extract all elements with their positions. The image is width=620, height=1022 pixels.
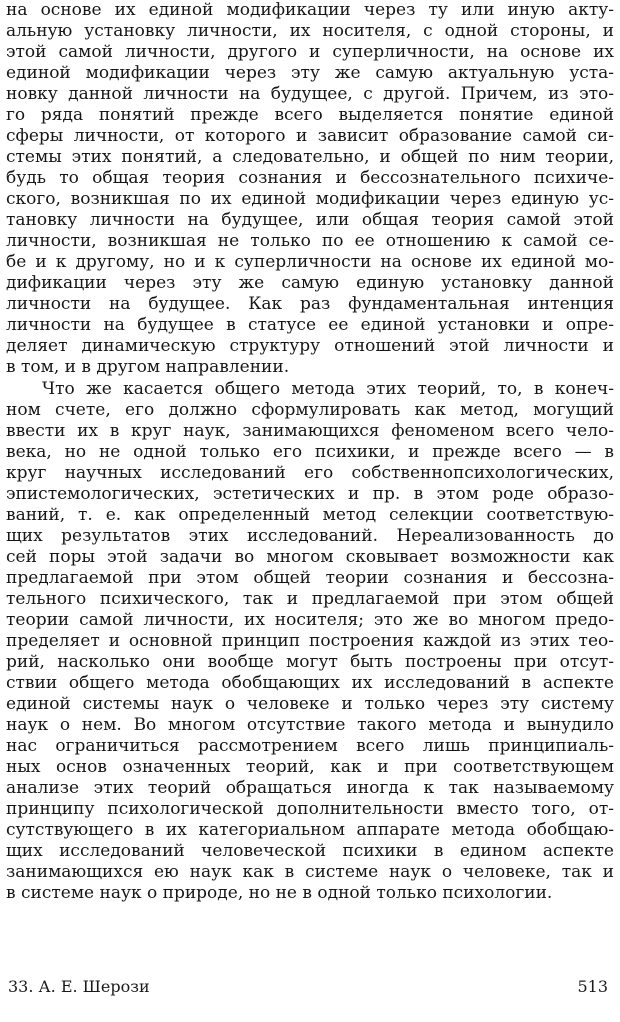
text-line: пределяет и основной принцип построения каждой из этих тео- (6, 631, 614, 651)
text-line: ствии общего метода обобщающих их исследований в аспекте (6, 673, 614, 693)
text-line: щих исследований человеческой психики в едином аспекте (6, 841, 614, 861)
text-line: ном счете, его должно сформулировать как метод, могущий (6, 400, 614, 420)
text-line: щих результатов этих исследований. Нереализованность до (6, 526, 614, 546)
printer-signature: 33. А. Е. Шерози (8, 977, 150, 996)
text-line: ввести их в круг наук, занимающихся феноменом всего чело- (6, 421, 614, 441)
text-line: эпистемологических, эстетических и пр. в этом роде образо- (6, 484, 614, 504)
text-line: сутствующего в их категориальном аппарате метода обобщаю- (6, 820, 614, 840)
text-line: в том, и в другом направлении. (6, 357, 290, 377)
text-line: круг научных исследований его собственнопсихологических, (6, 463, 614, 483)
text-line: наук о нем. Во многом отсутствие такого метода и вынудило (6, 715, 614, 735)
text-line: ского, возникшая по их единой модификации через единую ус- (6, 189, 614, 209)
text-line: этой самой личности, другого и суперличности, на основе их (6, 42, 614, 62)
paragraph-first-line: Что же касается общего метода этих теорий, то, в конеч- (42, 379, 614, 399)
text-line: будь то общая теория сознания и бессознательного психиче- (6, 168, 614, 188)
text-line: тельного психического, так и предлагаемой при этом общей (6, 589, 614, 609)
text-line: бе и к другому, но и к суперличности на основе их единой мо- (6, 252, 614, 272)
text-line: нас ограничиться рассмотрением всего лишь принципиаль- (6, 736, 614, 756)
text-line: века, но не одной только его психики, и прежде всего — в (6, 442, 614, 462)
text-line: новку данной личности на будущее, с другой. Причем, из это- (6, 84, 614, 104)
text-line: сферы личности, от которого и зависит образование самой си- (6, 126, 614, 146)
text-line: предлагаемой при этом общей теории сознания и бессозна- (6, 568, 614, 588)
text-line: теории самой личности, их носителя; это же во многом предо- (6, 610, 614, 630)
text-line: альную установку личности, их носителя, с одной стороны, и (6, 21, 614, 41)
text-line: стемы этих понятий, а следовательно, и общей по ним теории, (6, 147, 614, 167)
text-line: занимающихся ею наук как в системе наук о человеке, так и (6, 862, 614, 882)
text-line: принципу психологической дополнительности вместо того, от- (6, 799, 614, 819)
text-line: анализе этих теорий обращаться иногда к так называемому (6, 778, 614, 798)
text-line: сей поры этой задачи во многом сковывает возможности как (6, 547, 614, 567)
page-number: 513 (577, 977, 608, 996)
text-line: деляет динамическую структуру отношений этой личности и (6, 336, 614, 356)
text-line: личности на будущее. Как раз фундаментальная интенция (6, 294, 614, 314)
text-line: в системе наук о природе, но не в одной только психологии. (6, 883, 553, 903)
text-line: дификации через эту же самую единую установку данной (6, 273, 614, 293)
text-line: личности на будущее в статусе ее единой установки и опре- (6, 315, 614, 335)
text-line: единой модификации через эту же самую актуальную уста- (6, 63, 614, 83)
text-line: ных основ означенных теорий, как и при соответствующем (6, 757, 614, 777)
text-line: го ряда понятий прежде всего выделяется понятие единой (6, 105, 614, 125)
text-line: единой системы наук о человеке и только через эту систему (6, 694, 614, 714)
text-line: тановку личности на будущее, или общая теория самой этой (6, 210, 614, 230)
text-line: личности, возникшая не только по ее отношению к самой се- (6, 231, 614, 251)
page-footer (8, 976, 608, 998)
text-line: рий, насколько они вообще могут быть построены при отсут- (6, 652, 614, 672)
text-line: на основе их единой модификации через ту или иную акту- (6, 0, 614, 20)
text-line: ваний, т. е. как определенный метод селекции соответствую- (6, 505, 614, 525)
